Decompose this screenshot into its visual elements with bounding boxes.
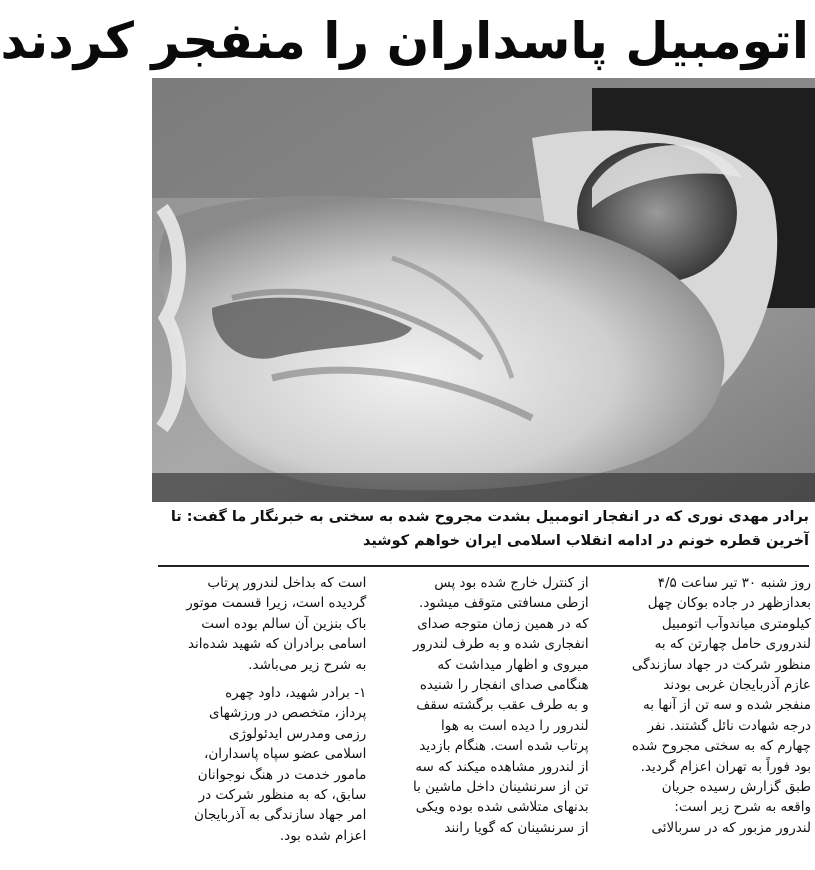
article-line: درجه شهادت نائل گشتند. نفر [647, 717, 811, 734]
article-line: امر جهاد سازندگی به آذربایجان [193, 807, 367, 824]
article-line: بود فوراً به تهران اعزام گردید. [640, 758, 811, 775]
caption-line: آخرین قطره خونم در ادامه انقلاب اسلامی ایران خواهم کوشید [363, 533, 809, 549]
article-columns [156, 573, 811, 870]
article-line: پرداز، متخصص در ورزشهای [209, 705, 367, 722]
article-line: لندرور مزبور که در سربالائی [651, 819, 811, 836]
article-line: رزمی ومدرس ایدئولوژی [228, 725, 367, 742]
article-line: هنگامی صدای انفجار را شنیده [419, 677, 589, 694]
article-line: لندرور را دیده است به هوا [441, 717, 589, 734]
article-line: اسلامی عضو سپاه پاسداران، [204, 746, 367, 763]
article-line: طبق گزارش رسیده جریان [661, 779, 811, 796]
paragraph-gap [156, 675, 366, 683]
article-line: ازطی مسافتی متوقف میشود. [419, 595, 589, 612]
article-line: سابق، که به منظور شرکت در [198, 787, 367, 804]
article-line: باک بنزین آن سالم بوده است [201, 615, 367, 632]
article-line: گردیده است، زیرا قسمت موتور [186, 595, 367, 612]
article-line: پرتاب شده است. هنگام بازدید [419, 738, 589, 755]
article-line: تن از سرنشینان داخل ماشین با [412, 779, 589, 796]
article-line: روز شنبه ۳۰ تیر ساعت ۴/۵ [657, 575, 811, 591]
wounded-man-photo-icon [152, 78, 815, 502]
article-line: کیلومتری میاندوآب اتومبیل [661, 615, 811, 632]
article-line: است که بداخل لندرور پرتاب [207, 575, 367, 591]
article-line: از کنترل خارج شده بود پس [434, 575, 589, 591]
article-line: منظور شرکت در جهاد سازندگی [631, 656, 811, 673]
article-line: بدنهای متلاشی شده بوده ویکی [415, 799, 589, 816]
article-line: که در همین زمان متوجه صدای [417, 615, 589, 632]
article-line: اعزام شده بود. [279, 827, 367, 844]
article-column-3 [156, 573, 366, 870]
article-line: لندروری حامل چهارتن که به [654, 636, 811, 653]
article-line: میروی و اظهار میداشت که [437, 656, 589, 673]
article-line: بعدازظهر در جاده بوکان چهل [647, 595, 811, 612]
article-line: انفجاری شده و به طرف لندرور [412, 636, 589, 653]
caption-line: برادر مهدی نوری که در انفجار اتومبیل بشدت مجروح شده به سختی به خبرنگار ما گفت: تا [170, 509, 809, 525]
article-line: از لندرور مشاهده میکند که سه [415, 758, 589, 775]
watermark-stamp-icon [154, 198, 194, 438]
article-line: ۱- برادر شهید، داود چهره [225, 685, 367, 702]
headline: اتومبیل پاسداران را منفجر کردند [0, 12, 809, 70]
photo-caption [158, 505, 809, 561]
article-column-2 [378, 573, 588, 870]
article-column-1 [601, 573, 811, 870]
article-line: مامور خدمت در هنگ نوجوانان [197, 766, 367, 783]
article-line: چهارم که به سختی مجروح شده [631, 738, 811, 755]
article-line: اسامی برادران که شهید شده‌اند [187, 636, 367, 653]
article-line: از سرنشینان که گویا رانند [444, 819, 589, 836]
article-line: منفجر شده و سه تن از آنها به [642, 697, 811, 714]
divider [158, 565, 809, 567]
article-line: عازم آذربایجان غربی بودند [663, 677, 811, 694]
article-line: واقعه به شرح زیر است: [674, 799, 811, 816]
news-photo [152, 78, 815, 502]
article-line: و به طرف عقب برگشته سقف [416, 697, 589, 714]
article-line: به شرح زیر می‌باشد. [248, 656, 367, 673]
